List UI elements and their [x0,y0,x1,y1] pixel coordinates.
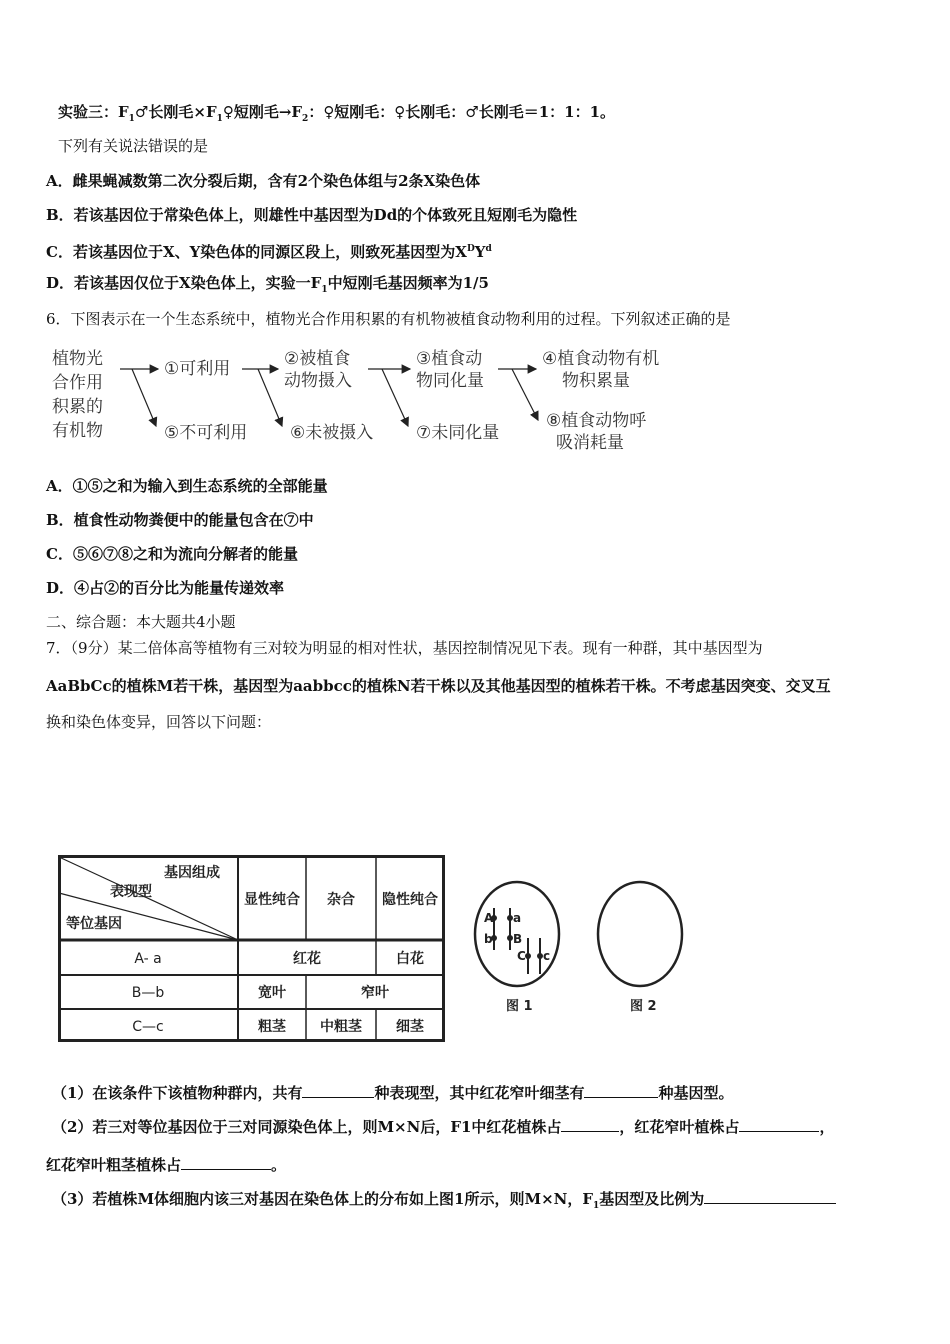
gene-A: A [484,911,494,925]
node-2-line-2: 动物摄入 [284,371,352,391]
answer-blank-2[interactable] [584,1083,658,1098]
source-line-2: 合作用 [52,373,103,393]
node-3-line-1: ③植食动 [416,349,483,369]
diag-bot-label: 等位基因 [66,916,122,932]
q7-line-3: 换和染色体变异，回答以下问题： [46,713,272,731]
header-recessive: 隐性纯合 [382,892,438,908]
sub-question-2: （2）若三对等位基因位于三对同源染色体上，则M×N后，F1中红花植株占 ，红花窄叶植株占 ， [52,1118,835,1136]
header-hetero: 杂合 [327,892,355,908]
q6-option-b: B．植食性动物粪便中的能量包含在⑦中 [46,511,314,529]
arrow-2-to-7 [382,369,408,426]
cell-medium-stem: 中粗茎 [320,1019,362,1035]
q5-option-b: B．若该基因位于常染色体上，则雄性中基因型为Dd的个体致死且短刚毛为隐性 [46,206,578,224]
figure-2-label: 图 2 [630,999,657,1014]
figure-2 [590,878,690,1018]
q6-option-c: C．⑤⑥⑦⑧之和为流向分解者的能量 [46,545,298,563]
q5-option-a: A．雌果蝇减数第二次分裂后期，含有2个染色体组与2条X染色体 [46,172,481,190]
allele-a: A- a [134,951,162,967]
answer-blank-4[interactable] [739,1117,819,1132]
cell-thick-stem: 粗茎 [258,1019,286,1035]
q7-line-2: AaBbCc的植株M若干株，基因型为aabbcc的植株N若干株以及其他基因型的植株若干株。不考虑基因突变、交叉互 [46,677,831,695]
gene-a: a [513,911,522,925]
arrow-1-to-6 [258,369,282,426]
source-line-4: 有机物 [52,421,103,441]
source-line-1: 植物光 [52,349,103,369]
node-1: ①可利用 [164,359,231,379]
q6-option-d: D．④占②的百分比为能量传递效率 [46,579,285,597]
cell-narrow-leaf: 窄叶 [361,985,389,1001]
q6-stem: 6．下图表示在一个生态系统中，植物光合作用积累的有机物被植食动物利用的过程。下列叙述正确的是 [46,310,731,328]
answer-blank-3[interactable] [561,1117,619,1132]
answer-blank-5[interactable] [181,1155,271,1170]
node-3-line-2: 物同化量 [416,371,484,391]
source-line-3: 积累的 [52,397,103,417]
sub-question-2-cont: 红花窄叶粗茎植株占 。 [46,1156,287,1174]
cell-wide-leaf: 宽叶 [258,985,286,1001]
gene-b: b [484,932,493,946]
node-4-line-2: 物积累量 [562,371,630,391]
node-5: ⑤不可利用 [164,423,248,443]
node-2-line-1: ②被植食 [284,349,351,369]
diag-top-label: 基因组成 [164,865,220,881]
q6-option-a: A．①⑤之和为输入到生态系统的全部能量 [46,477,328,495]
gene-c: c [543,949,551,963]
header-dominant: 显性纯合 [244,892,300,908]
node-4-line-1: ④植食动物有机 [542,349,660,369]
answer-blank-6[interactable] [704,1189,836,1204]
arrow-3-to-8 [512,369,538,420]
q5-option-c: C．若该基因位于X、Y染色体的同源区段上，则致死基因型为$X^DY^d$ [46,243,492,261]
arrow-source-to-5 [132,369,156,426]
answer-blank-1[interactable] [302,1083,374,1098]
diag-mid-label: 表现型 [110,884,152,900]
gene-table [58,855,448,1045]
cell-red-flower: 红花 [293,951,321,967]
q5-option-d: D．若该基因仅位于X染色体上，实验一$F_1$中短刚毛基因频率为1/5 [46,274,489,295]
node-7: ⑦未同化量 [416,423,500,443]
q7-line-1: 7．（9分）某二倍体高等植物有三对较为明显的相对性状，基因控制情况见下表。现有一种群，其中基因型为 [46,639,763,657]
q5-prompt: 下列有关说法错误的是 [58,137,209,155]
experiment3-line: 实验三：$F_1♂$长刚毛$\times F_1♀$短刚毛$\to F_2$：♀短刚毛：♀长刚毛：♂长刚毛＝1：1：1。 [58,103,616,124]
cell-white-flower: 白花 [396,951,424,967]
figure-1-label: 图 1 [506,999,533,1014]
sub-question-1: （1）在该条件下该植物种群内，共有 种表现型，其中红花窄叶细茎有 种基因型。 [52,1084,734,1102]
gene-C: C [517,949,526,963]
node-6: ⑥未被摄入 [290,423,374,443]
allele-c: C—c [132,1019,164,1035]
allele-b: B—b [131,985,165,1001]
cell-thin-stem: 细茎 [396,1019,424,1035]
node-8-line-1: ⑧植食动物呼 [546,411,647,431]
sub-question-3: （3）若植株M体细胞内该三对基因在染色体上的分布如上图1所示，则M×N，$F_1$基因型及比例为 [52,1189,836,1216]
energy-flow-diagram [46,340,696,465]
gene-B: B [513,932,523,946]
figure-1 [470,878,570,1018]
node-8-line-2: 吸消耗量 [556,433,624,453]
section-heading: 二、综合题：本大题共4小题 [46,613,236,631]
